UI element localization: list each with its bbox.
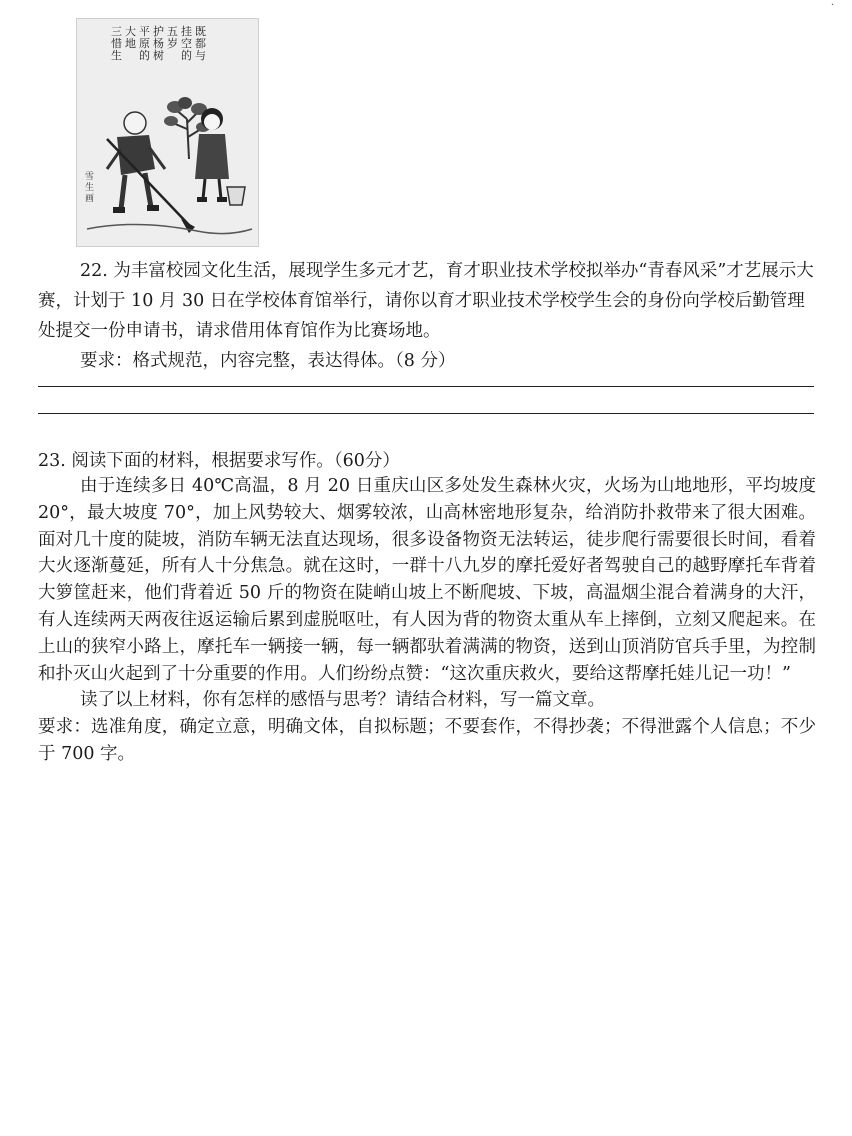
question-23-requirement: 要求：选准角度，确定立意，明确文体，自拟标题；不要套作，不得抄袭；不得泄露个人信息；不少于 700 字。 — [38, 717, 816, 764]
cartoon-caption-column: 大地 — [125, 25, 136, 50]
cartoon-illustration — [76, 18, 259, 247]
cartoon-drawing — [77, 19, 258, 246]
cartoon-caption-column: 护杨树 — [153, 25, 164, 62]
question-23-material — [38, 473, 816, 768]
cartoon-caption-column: 平原的 — [139, 25, 150, 62]
question-23-task: 读了以上材料，你有怎样的感悟与思考？请结合材料，写一篇文章。 — [80, 690, 605, 711]
answer-line — [38, 386, 814, 387]
question-22-prompt: 22. 为丰富校园文化生活，展现学生多元才艺，育才职业技术学校拟举办“青春风采”才艺展示大赛，计划于 10 月 30 日在学校体育馆举行，请你以育才职业技术学校学生会的身份向学校后勤管理处提交一份申请书，请求借用体育馆作为比赛场地。 — [38, 261, 814, 341]
question-22-requirement: 要求：格式规范，内容完整，表达得体。（8 分） — [80, 351, 456, 371]
corner-mark: · — [830, 0, 834, 11]
cartoon-caption-column: 五岁 — [167, 25, 178, 50]
answer-line — [38, 413, 814, 414]
cartoon-caption-column: 既都与 — [195, 25, 206, 62]
cartoon-caption-column: 挂空的 — [181, 25, 192, 62]
cartoon-signature: 雪生画 — [85, 172, 95, 204]
question-23-material-text: 由于连续多日 40℃高温，8 月 20 日重庆山区多处发生森林火灾，火场为山地地形，平均坡度 20°，最大坡度 70°，加上风势较大、烟雾较浓，山高林密地形复杂，给消防扑救带来了很大困难。面对几十度的陡坡，消防车辆无法直达现场，很多设备物资无法转运，徒步爬行需要很长时间，看着大火逐渐蔓延，所有人十分焦急。就在这时，一群十八九岁的摩托爱好者驾驶自己的越野摩托车背着大箩筐赶来，他们背着近 50 斤的物资在陡峭山坡上不断爬坡、下坡，高温烟尘混合着满身的大汗，有人连续两天两夜往返运输后累到虚脱呕吐，有人因为背的物资太重从车上摔倒，立刻又爬起来。在上山的狭窄小路上，摩托车一辆接一辆，每一辆都驮着满满的物资，送到山顶消防官兵手里，为控制和扑灭山火起到了十分重要的作用。人们纷纷点赞：“这次重庆救火，要给这帮摩托娃儿记一功！” — [38, 476, 816, 684]
question-23-heading: 23. 阅读下面的材料，根据要求写作。（60分） — [38, 451, 400, 471]
question-22 — [38, 256, 816, 376]
cartoon-caption-column: 三惜生 — [111, 25, 122, 62]
